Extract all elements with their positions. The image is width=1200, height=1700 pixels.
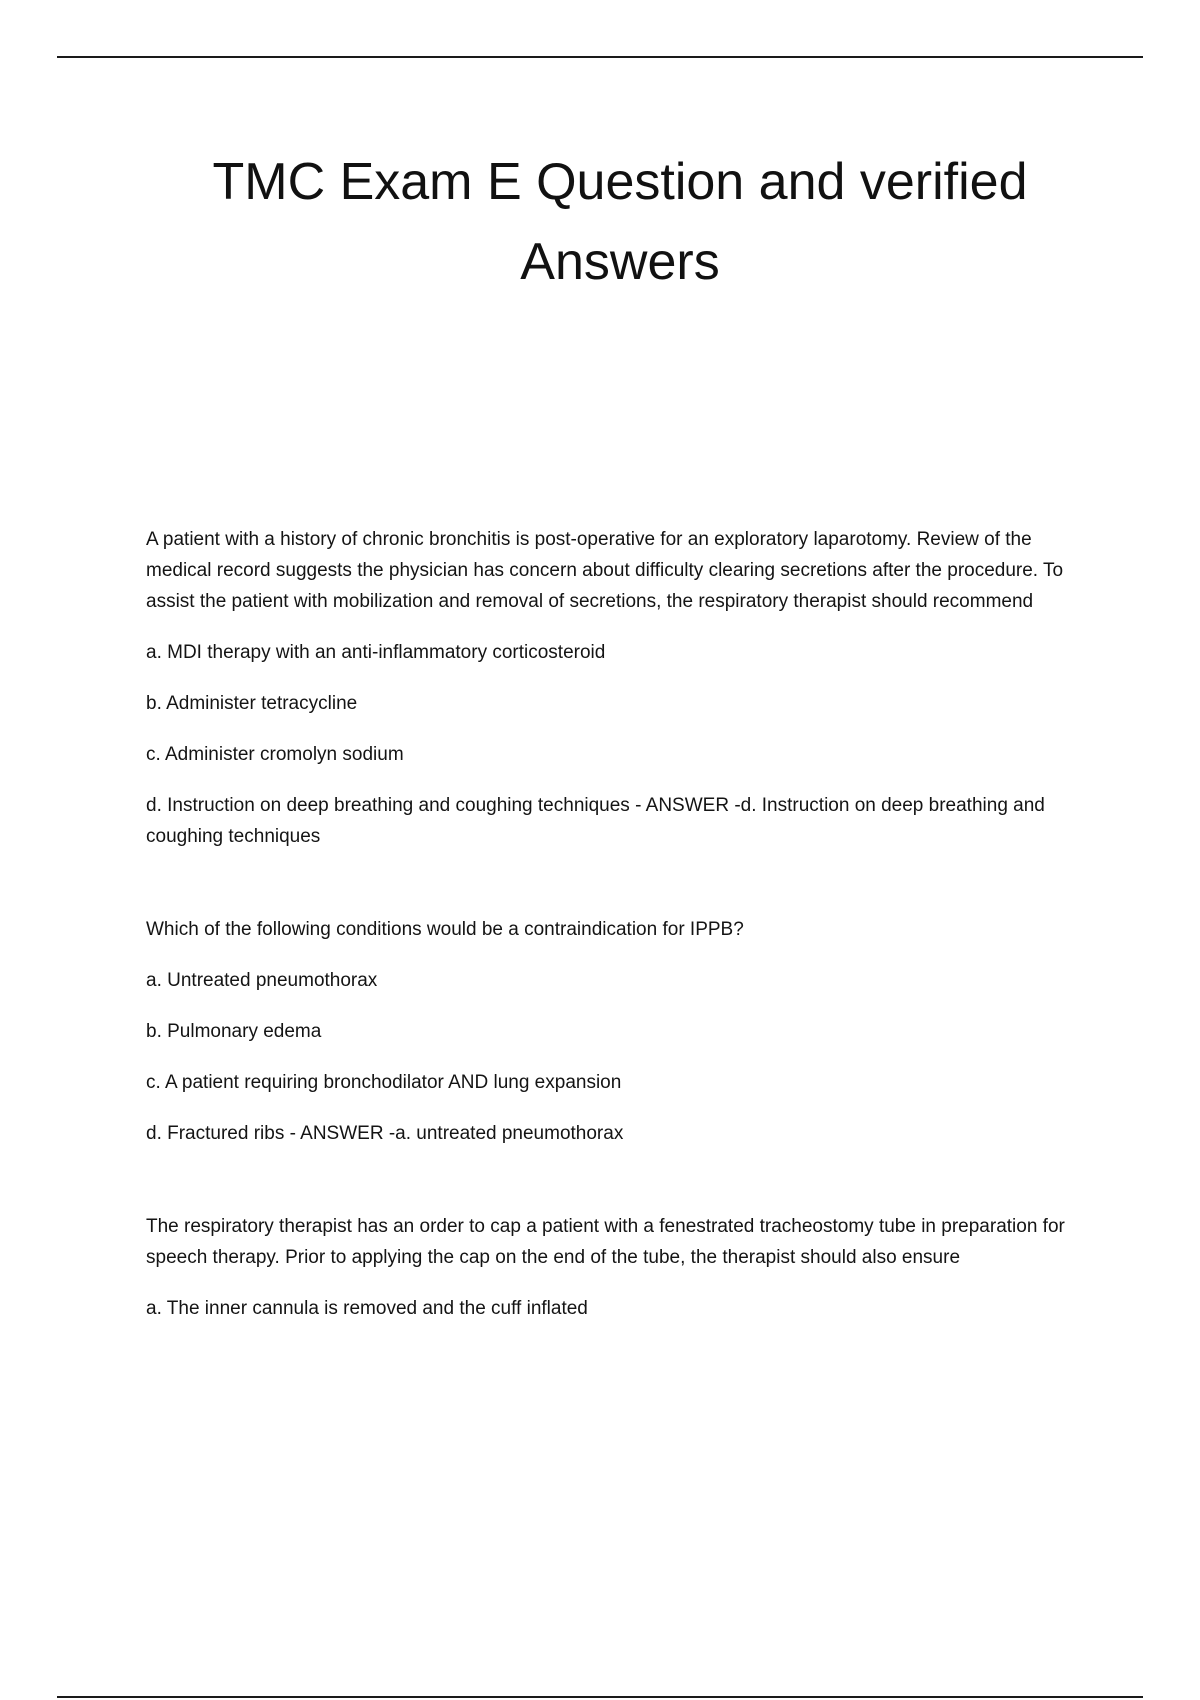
question-list bbox=[146, 524, 1086, 1344]
question-block-3 bbox=[146, 1211, 1086, 1324]
footer-rule bbox=[57, 1696, 1143, 1698]
answer-option-a: a. The inner cannula is removed and the cuff inflated bbox=[146, 1298, 588, 1319]
question-block-2 bbox=[146, 914, 1086, 1149]
answer-option-a: a. MDI therapy with an anti-inflammatory corticosteroid bbox=[146, 642, 606, 663]
header-rule bbox=[57, 56, 1143, 58]
answer-option-c: c. A patient requiring bronchodilator AND lung expansion bbox=[146, 1072, 622, 1093]
title-line-1: TMC Exam E Question and verified bbox=[212, 153, 1028, 211]
document-title bbox=[0, 142, 1200, 302]
answer-option-d: d. Instruction on deep breathing and coughing techniques - ANSWER -d. Instruction on deep breathing and coughing techniques bbox=[146, 795, 1045, 847]
answer-option-c: c. Administer cromolyn sodium bbox=[146, 744, 404, 765]
answer-option-a: a. Untreated pneumothorax bbox=[146, 970, 378, 991]
title-line-2: Answers bbox=[520, 233, 720, 291]
question-text: A patient with a history of chronic bronchitis is post-operative for an exploratory laparotomy. Review of the medical record suggests the physician has concern about difficulty clearing secretions after the procedure. To assist the patient with mobilization and removal of secretions, the respiratory therapist should recommend bbox=[146, 529, 1064, 612]
answer-option-b: b. Pulmonary edema bbox=[146, 1021, 322, 1042]
question-block-1 bbox=[146, 524, 1086, 852]
answer-option-d: d. Fractured ribs - ANSWER -a. untreated pneumothorax bbox=[146, 1123, 624, 1144]
answer-option-b: b. Administer tetracycline bbox=[146, 693, 358, 714]
question-text: Which of the following conditions would be a contraindication for IPPB? bbox=[146, 919, 744, 940]
question-text: The respiratory therapist has an order to cap a patient with a fenestrated tracheostomy tube in preparation for speech therapy. Prior to applying the cap on the end of the tube, the therapist should also ensure bbox=[146, 1216, 1065, 1268]
